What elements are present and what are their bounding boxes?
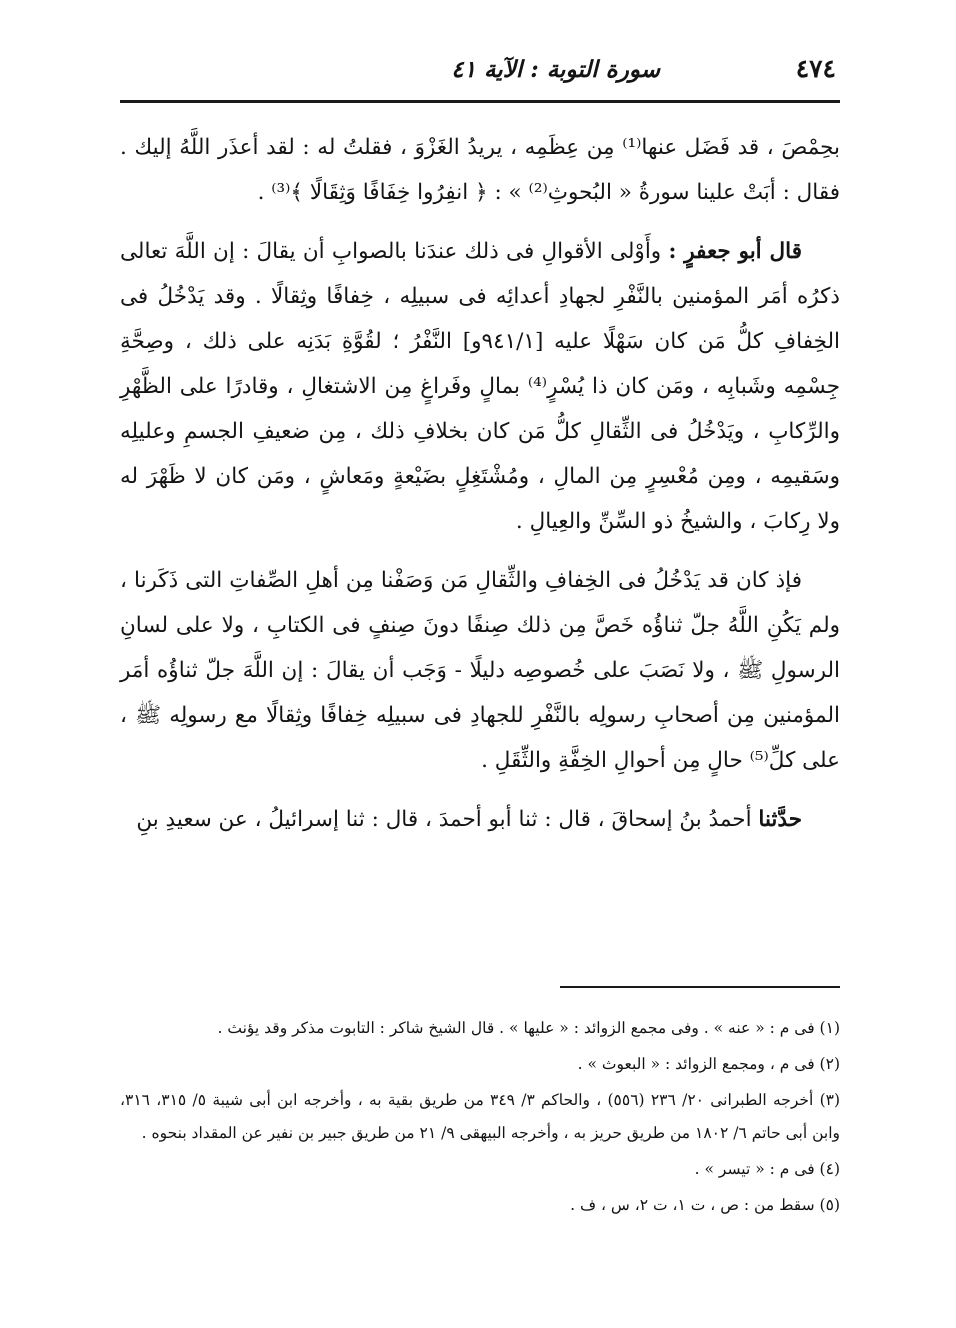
page-header <box>120 40 840 103</box>
footnote-2: (٢) فى م ، ومجمع الزوائد : « البعوث » . <box>577 1055 840 1073</box>
paragraph-text: فإذ كان قد يَدْخُلُ فى الخِفافِ والثِّقالِ مَن وَصَفْنا مِن أهلِ الصِّفاتِ التى ذَكَرنا ، ولم يَكُنِ اللَّهُ جلّ ثناؤُه خَصَّ مِن ذلك صِنفًا دونَ صِنفٍ فى الكتابِ ، ولا على لسانِ الرسولِ ﷺ ، ولا نَصَبَ على خُصوصِه دليلًا - وَجَب أن يقالَ : إن اللَّهَ جلّ ثناؤُه أمَر المؤمنين مِن أصحابِ رسولِه بالنَّفْرِ للجهادِ فى سبيلِه خِفافًا وثِقالًا مع رسولِه ﷺ ، على كلِّ⁽⁵⁾ حالٍ مِن أحوالِ الخِفَّةِ والثِّقَلِ . <box>120 568 840 773</box>
footnotes <box>120 1012 840 1225</box>
running-title: سورة التوبة : الآية ٤١ <box>451 56 660 83</box>
paragraph-lead: قال أبو جعفرٍ : <box>668 239 802 264</box>
paragraph-text: وأَوْلى الأقوالِ فى ذلك عندَنا بالصوابِ أن يقالَ : إن اللَّهَ تعالى ذكرُه أمَر المؤمنين بالنَّفْرِ لجهادِ أعدائِه فى سبيلِه ، خِفافًا وثِقالًا . وقد يَدْخُلُ فى الخِفافِ كلُّ مَن كان سَهْلًا عليه [٩٤١/١و] النَّفْرُ ؛ لقُوَّةِ بَدَنِه على ذلك ، وصِحَّةِ جِسْمِه وشَبابِه ، ومَن كان ذا يُسْرٍ⁽⁴⁾ بمالٍ وفَراغٍ مِن الاشتغالِ ، وقادرًا على الظَّهْرِ والرِّكابِ ، ويَدْخُلُ فى الثِّقالِ كلُّ مَن كان بخلافِ ذلك ، مِن ضعيفِ الجسمِ وعليلِه وسَقيمِه ، ومِن مُعْسِرٍ مِن المالِ ، ومُشْتَغِلٍ بضَيْعةٍ ومَعاشٍ ، ومَن كان لا ظَهْرَ له ولا رِكابَ ، والشيخُ ذو السِّنِّ والعِيالِ . <box>120 239 841 534</box>
paragraph-conclusion <box>120 558 840 783</box>
paragraph-lead: حدَّثنا <box>758 807 802 832</box>
paragraph-abu-jafar <box>120 229 840 544</box>
paragraph-text: أحمدُ بنُ إسحاقَ ، قال : ثنا أبو أحمدَ ، قال : ثنا إسرائيلُ ، عن سعيدِ بنِ <box>136 807 759 832</box>
footnote-divider <box>560 986 840 988</box>
footnote-1: (١) فى م : « عنه » . وفى مجمع الزوائد : « عليها » . قال الشيخ شاكر : التابوت مذكر وقد يؤنث . <box>217 1019 840 1037</box>
main-text <box>120 125 840 842</box>
paragraph-isnad <box>120 797 840 842</box>
page-number: ٤٧٤ <box>795 54 836 83</box>
paragraph-continuation <box>120 125 840 215</box>
footnote-4: (٤) فى م : « تيسر » . <box>694 1160 840 1178</box>
footnote-3: (٣) أخرجه الطبرانى ٢٠/ ٢٣٦ (٥٥٦) ، والحاكم ٣/ ٣٤٩ من طريق بقية به ، وأخرجه ابن أبى شيبة ٥/ ٣١٥، ٣١٦، وابن أبى حاتم ٦/ ١٨٠٢ من طريق حريز به ، وأخرجه البيهقى ٩/ ٢١ من طريق جبير بن نفير عن المقداد بنحوه . <box>120 1091 841 1142</box>
footnote-5: (٥) سقط من : ص ، ت ١، ت ٢، س ، ف . <box>570 1196 840 1214</box>
paragraph-text: بحِمْصَ ، قد فَضَل عنها⁽¹⁾ مِن عِظَمِه ، يريدُ الغَزْوَ ، فقلتُ له : لقد أعذَر اللَّهُ إليك . فقال : أبَتْ علينا سورةُ « البُحوثِ⁽²⁾ » : ﴿ انفِرُوا خِفَافًا وَثِقَالًا ﴾⁽³⁾ . <box>120 135 841 205</box>
book-page <box>120 40 840 1300</box>
